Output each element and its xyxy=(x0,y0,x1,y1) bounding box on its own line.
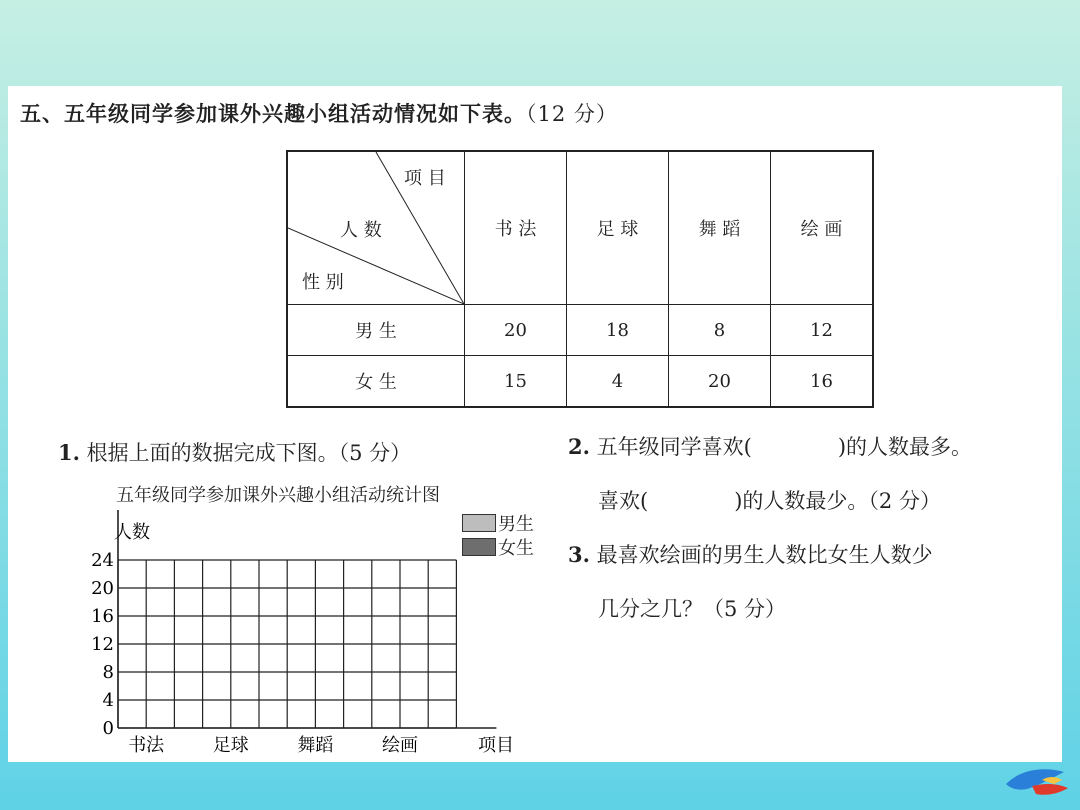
corner-label-count: 人 数 xyxy=(340,220,382,241)
question-3-line-1 xyxy=(568,542,933,568)
activity-table xyxy=(286,150,874,408)
table-header-row xyxy=(287,151,873,305)
legend-swatch-girls xyxy=(462,538,496,556)
legend-label-girls: 女生 xyxy=(498,538,534,559)
question-3-text: 最喜欢绘画的男生人数比女生人数少 xyxy=(596,543,933,567)
question-2-text-b: )的人数最多。 xyxy=(837,435,973,459)
question-2-line-2 xyxy=(598,488,941,514)
legend-label-boys: 男生 xyxy=(498,514,534,535)
corner-label-item: 项 目 xyxy=(404,168,446,189)
question-2-text-a: 五年级同学喜欢( xyxy=(596,435,752,459)
table-corner-cell xyxy=(287,151,465,305)
x-category-label: 舞蹈 xyxy=(297,735,334,756)
question-3-line-2 xyxy=(598,596,786,622)
column-header: 书 法 xyxy=(465,151,567,305)
table-row-boys xyxy=(287,305,873,356)
y-tick-label: 12 xyxy=(91,634,114,655)
x-category-label: 书法 xyxy=(128,735,165,756)
question-1-points: （5 分） xyxy=(338,441,412,465)
table-cell: 20 xyxy=(465,305,567,356)
question-1-text: 根据上面的数据完成下图。 xyxy=(86,441,339,465)
row-label: 女 生 xyxy=(287,356,465,408)
y-tick-label: 16 xyxy=(91,606,114,627)
chart-grid xyxy=(118,560,456,728)
y-tick-label: 4 xyxy=(102,690,114,711)
y-tick-label: 0 xyxy=(102,718,114,739)
table-cell: 12 xyxy=(771,305,874,356)
corner-label-gender: 性 别 xyxy=(302,272,344,293)
table-cell: 20 xyxy=(669,356,771,408)
legend-swatch-boys xyxy=(462,514,496,532)
x-category-label: 足球 xyxy=(212,735,249,756)
x-category-label: 绘画 xyxy=(382,735,418,756)
question-3-points: （5 分） xyxy=(703,597,787,621)
question-2-line-1 xyxy=(568,434,972,460)
question-2-text-c: 喜欢( xyxy=(598,489,649,513)
y-tick-label: 8 xyxy=(102,662,114,683)
table-cell: 15 xyxy=(465,356,567,408)
section-heading-text: 五、五年级同学参加课外兴趣小组活动情况如下表。 xyxy=(20,102,526,126)
table-cell: 16 xyxy=(771,356,874,408)
y-tick-label: 20 xyxy=(91,578,114,599)
column-header: 绘 画 xyxy=(771,151,874,305)
table-cell: 18 xyxy=(567,305,669,356)
section-heading-points: （12 分） xyxy=(526,102,618,126)
row-label: 男 生 xyxy=(287,305,465,356)
column-header: 足 球 xyxy=(567,151,669,305)
y-tick-labels xyxy=(91,550,114,739)
question-3-text-2: 几分之几？ xyxy=(598,597,703,621)
question-2-number: 2. xyxy=(568,434,590,459)
question-1 xyxy=(58,440,411,466)
table-cell: 4 xyxy=(567,356,669,408)
section-heading xyxy=(20,98,618,128)
question-1-number: 1. xyxy=(58,440,80,465)
y-axis-label: 人数 xyxy=(114,522,150,543)
chart-title: 五年级同学参加课外兴趣小组活动统计图 xyxy=(116,485,440,506)
parrot-logo-icon xyxy=(1002,758,1072,804)
x-category-labels xyxy=(128,735,418,756)
column-header: 舞 蹈 xyxy=(669,151,771,305)
table-cell: 8 xyxy=(669,305,771,356)
table-row-girls xyxy=(287,356,873,408)
question-3-number: 3. xyxy=(568,542,590,567)
x-axis-label: 项目 xyxy=(478,735,514,756)
question-2-points: （2 分） xyxy=(868,489,941,513)
y-tick-label: 24 xyxy=(91,550,114,571)
worksheet-page xyxy=(8,86,1062,762)
question-2-text-d: )的人数最少。 xyxy=(734,489,869,513)
